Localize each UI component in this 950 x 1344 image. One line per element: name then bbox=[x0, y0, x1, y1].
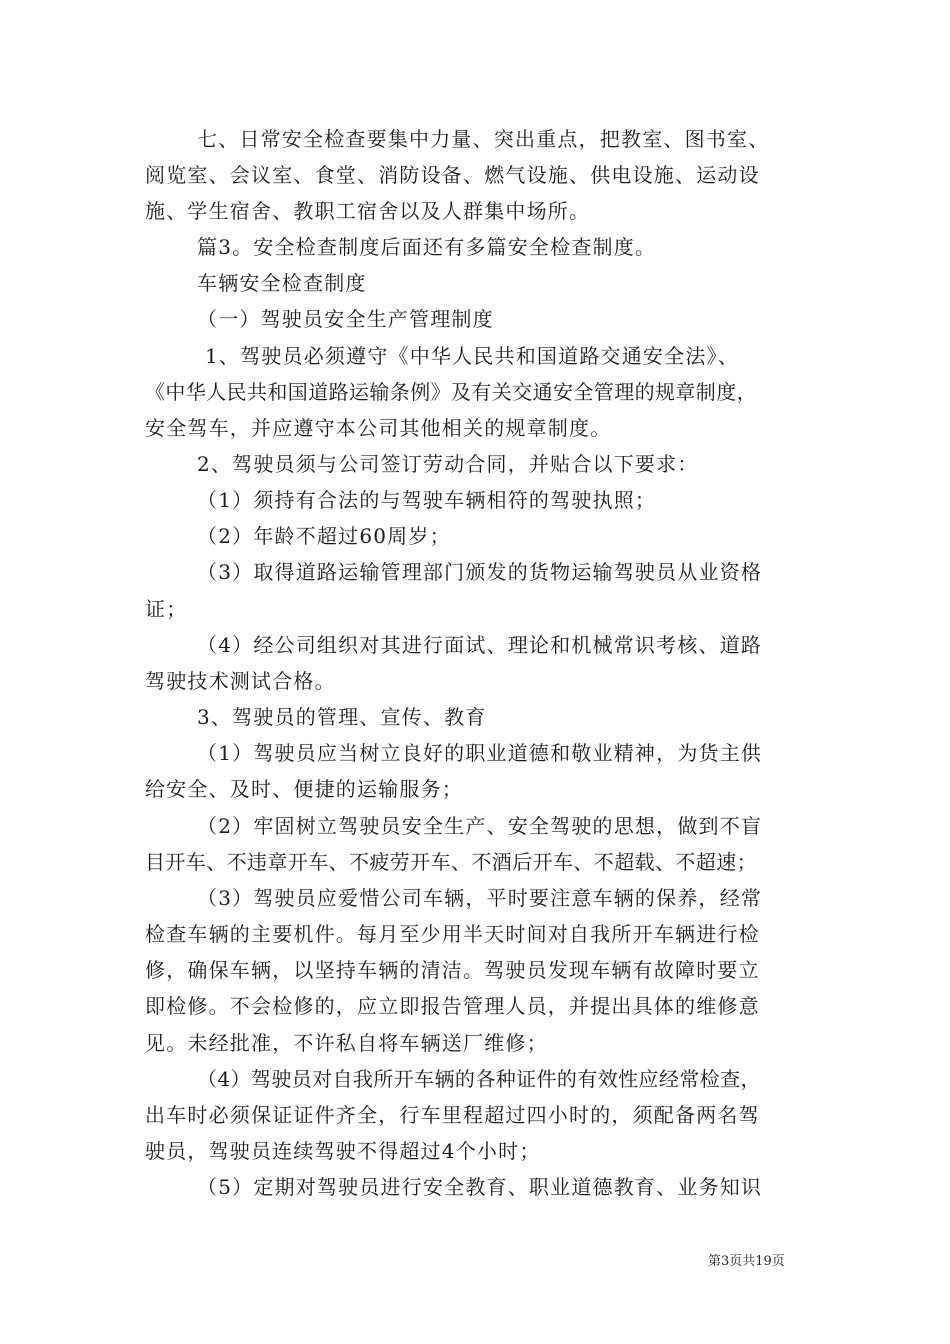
text-line: 见。未经批准，不许私自将车辆送厂维修； bbox=[145, 1031, 548, 1055]
text-line: （3）驾驶员应爱惜公司车辆，平时要注意车辆的保养，经常 bbox=[197, 886, 763, 910]
text-line: 《中华人民共和国道路运输条例》及有关交通安全管理的规章制度， bbox=[145, 380, 757, 404]
text-line: （3）取得道路运输管理部门颁发的货物运输驾驶员从业资格 bbox=[197, 560, 763, 584]
text-line: 证； bbox=[145, 597, 188, 621]
page-number: 第3页共19页 bbox=[708, 1254, 785, 1269]
text-line: 2、驾驶员须与公司签订劳动合同，并贴合以下要求： bbox=[197, 452, 699, 476]
text-line: 七、日常安全检查要集中力量、突出重点，把教室、图书室、 bbox=[197, 127, 770, 151]
text-line: 目开车、不违章开车、不疲劳开车、不酒后开车、不超载、不超速； bbox=[145, 850, 757, 874]
text-line: （2）牢固树立驾驶员安全生产、安全驾驶的思想，做到不盲 bbox=[197, 814, 763, 838]
text-line: 1、驾驶员必须遵守《中华人民共和国道路交通安全法》、 bbox=[205, 344, 739, 368]
text-line: 驶员，驾驶员连续驾驶不得超过4个小时； bbox=[145, 1139, 541, 1163]
text-line: （5）定期对驾驶员进行安全教育、职业道德教育、业务知识 bbox=[197, 1175, 763, 1199]
text-line: 即检修。不会检修的，应立即报告管理人员，并提出具体的维修意 bbox=[145, 994, 760, 1018]
text-line: 3、驾驶员的管理、宣传、教育 bbox=[197, 705, 487, 729]
text-line: （2）年龄不超过60周岁； bbox=[197, 524, 451, 548]
text-line: 安全驾车，并应遵守本公司其他相关的规章制度。 bbox=[145, 416, 612, 440]
text-line: 驾驶技术测试合格。 bbox=[145, 669, 336, 693]
text-line: 阅览室、会议室、食堂、消防设备、燃气设施、供电设施、运动设 bbox=[145, 163, 760, 187]
text-line: （1）须持有合法的与驾驶车辆相符的驾驶执照； bbox=[197, 488, 657, 512]
section-title: 车辆安全检查制度 bbox=[197, 271, 367, 295]
text-line: （4）驾驶员对自我所开车辆的各种证件的有效性应经常检查， bbox=[197, 1067, 761, 1091]
text-line: 给安全、及时、便捷的运输服务； bbox=[145, 777, 463, 801]
text-line: 检查车辆的主要机件。每月至少用半天时间对自我所开车辆进行检 bbox=[145, 922, 760, 946]
subsection-title: （一）驾驶员安全生产管理制度 bbox=[197, 307, 494, 331]
text-line: 修，确保车辆，以坚持车辆的清洁。驾驶员发现车辆有故障时要立 bbox=[145, 958, 760, 982]
text-line: 出车时必须保证证件齐全，行车里程超过四小时的，须配备两名驾 bbox=[145, 1103, 760, 1127]
text-line: （1）驾驶员应当树立良好的职业道德和敬业精神，为货主供 bbox=[197, 741, 763, 765]
text-line: 施、学生宿舍、教职工宿舍以及人群集中场所。 bbox=[145, 199, 591, 223]
text-line: （4）经公司组织对其进行面试、理论和机械常识考核、道路 bbox=[197, 633, 763, 657]
text-line: 篇3。安全检查制度后面还有多篇安全检查制度。 bbox=[197, 235, 657, 259]
